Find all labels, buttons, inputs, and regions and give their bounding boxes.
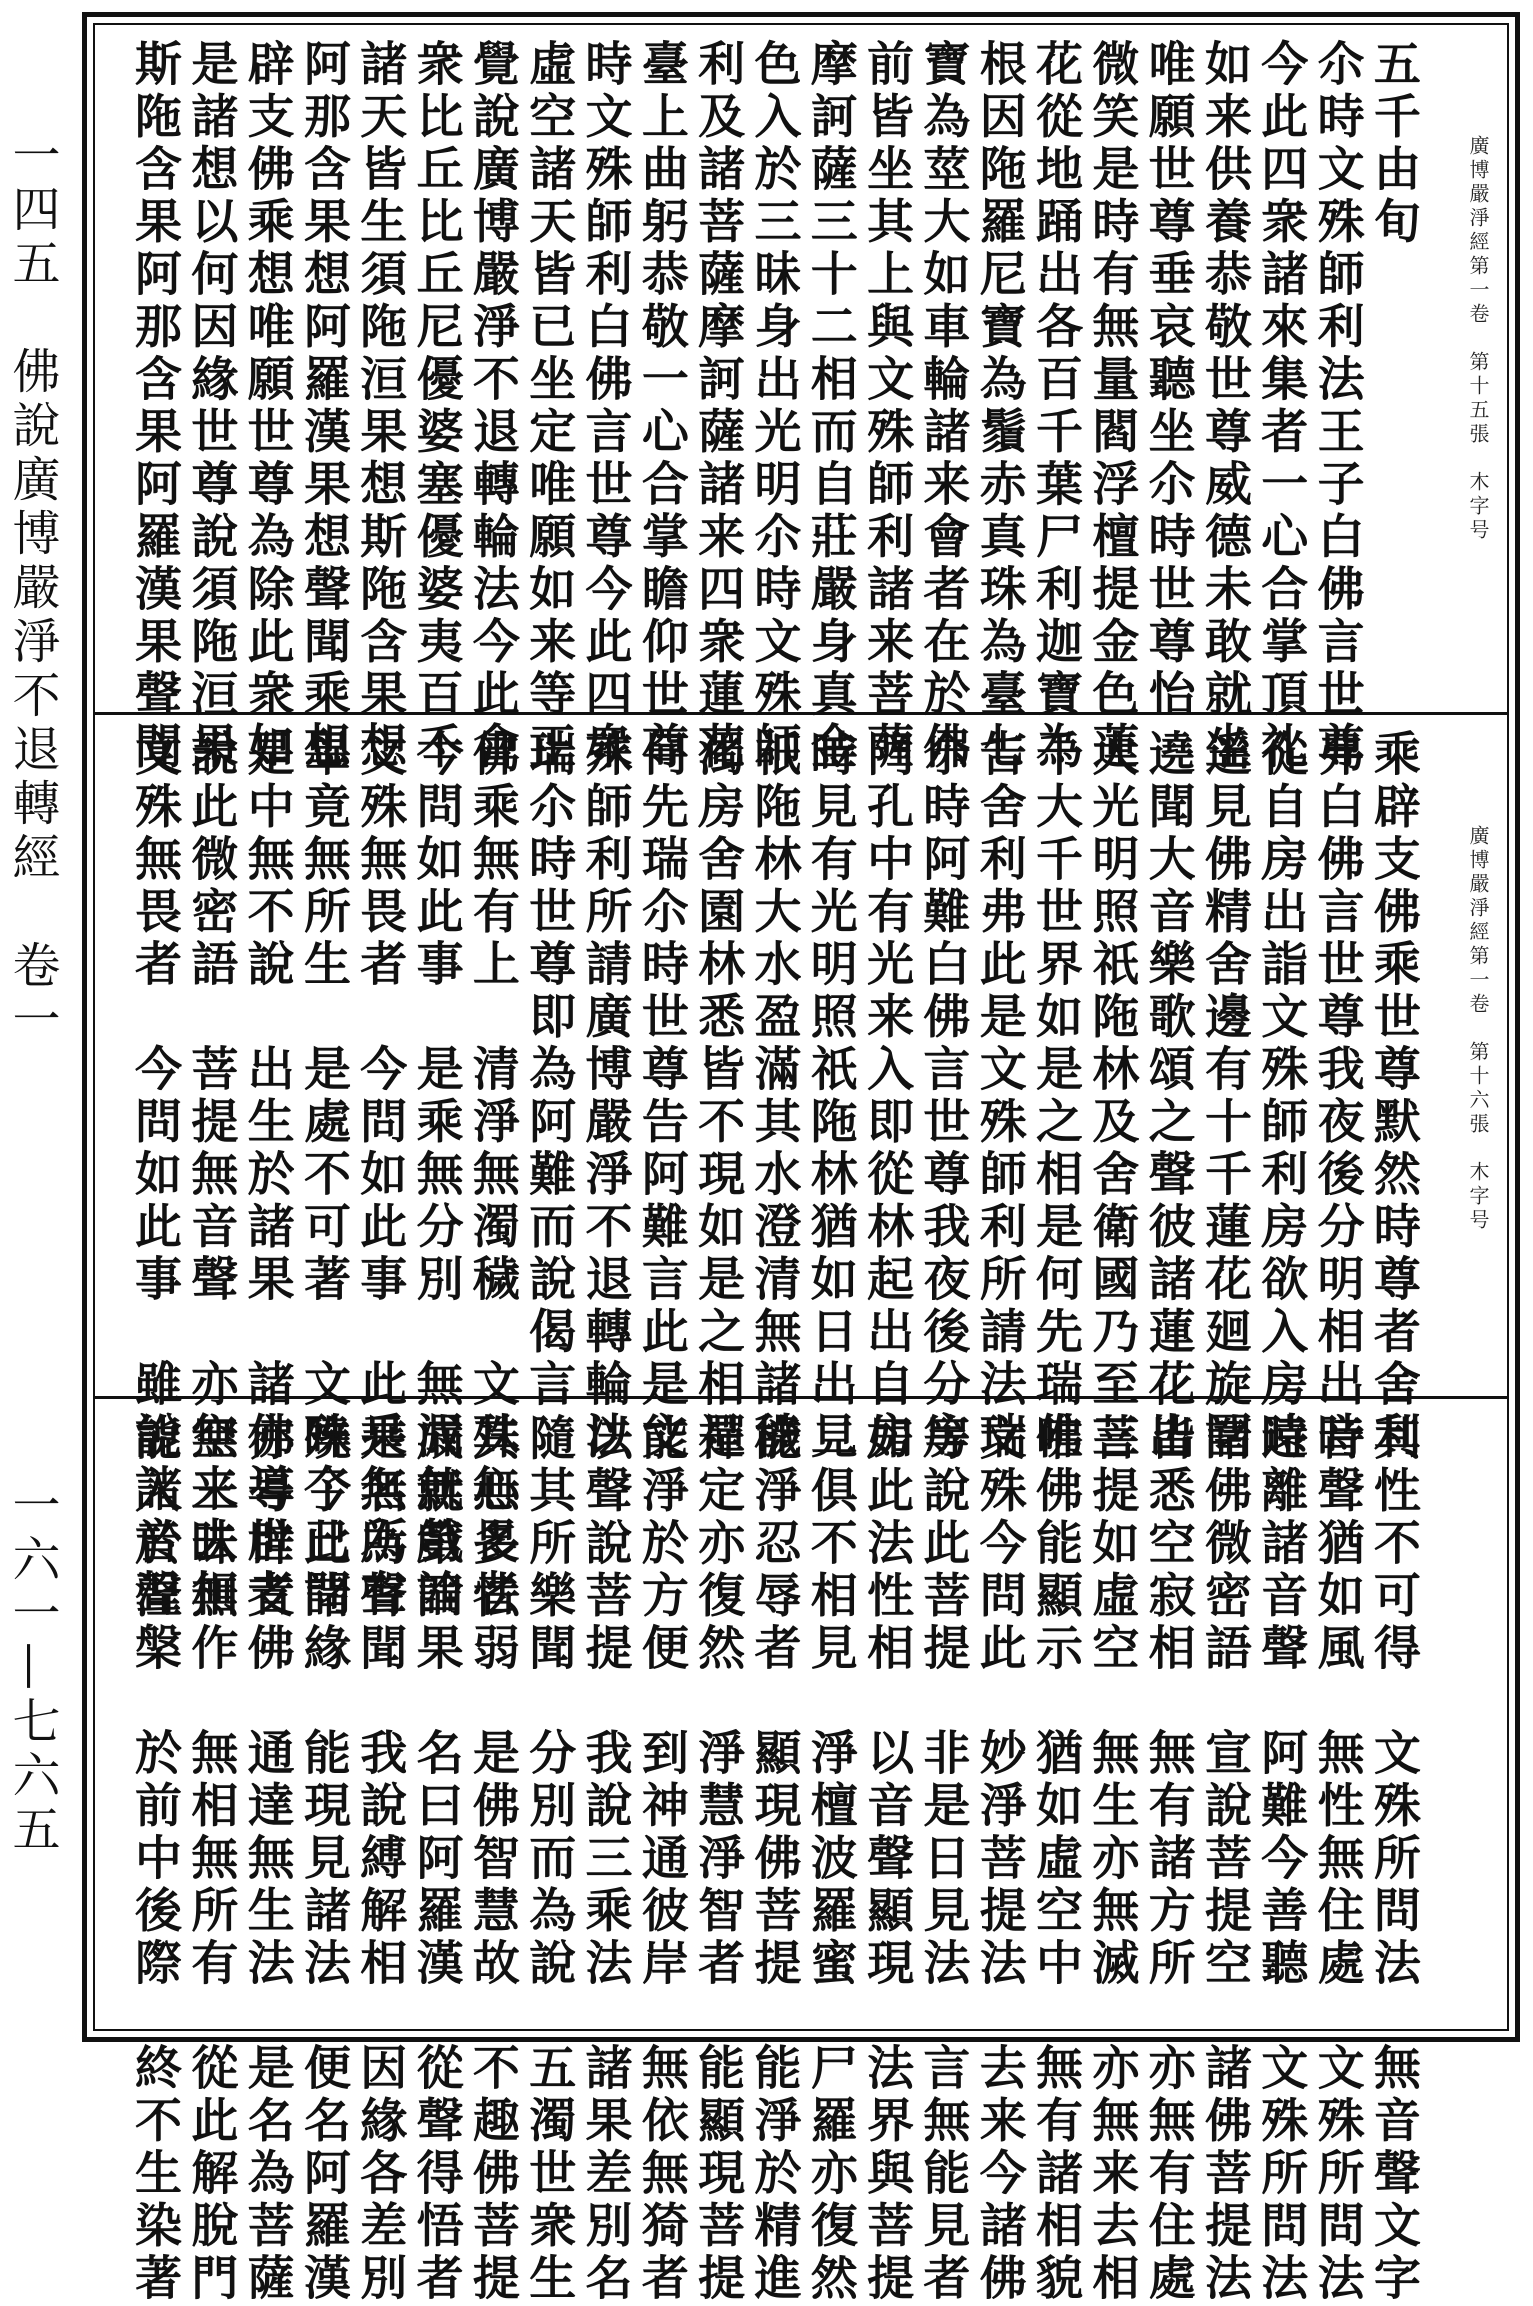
register-top — [95, 25, 1507, 774]
sutra-page — [82, 12, 1520, 2306]
text-column: 畢竟無所生 是處不可著 文殊今已問 — [295, 729, 351, 1622]
text-column: 諸佛微密語 宣說菩提空 諸佛菩提法 — [1196, 1413, 1252, 2306]
text-column: 文殊無畏者 今問如此事 雖說諸音聲 — [127, 729, 182, 1622]
text-column: 以聲說菩提 我說三乘法 諸果差別名 — [577, 1413, 633, 2306]
text-columns — [127, 1413, 1421, 2306]
text-column: 覺說廣博嚴淨不退轉輪法今此會 — [464, 39, 520, 774]
page-frame — [93, 23, 1509, 2306]
text-columns — [127, 729, 1421, 1622]
text-column: 說此微密語 菩提無音聲 亦無来去相 — [183, 729, 239, 1622]
text-column: 瑞尒時世尊即為阿難而說偈言 — [521, 729, 577, 1412]
edition-note: 廣博嚴淨經第一卷 第十五張 木字号 — [1466, 135, 1490, 543]
register-middle — [95, 715, 1507, 1622]
text-column: 今問如此事 是乘無分別 無漏無戲論 — [408, 729, 464, 1622]
text-column: 隨其所樂聞 分別而為說 五濁世衆生 — [521, 1413, 577, 2306]
text-column: 成就第四果 名曰阿羅漢 從聲得悟者 — [408, 1413, 464, 2306]
text-column: 祇陁林大水盈滿其水澄清無諸穢 — [746, 729, 802, 1464]
text-column: 亦号辟支佛 通達無生法 是名為菩薩 — [239, 1413, 295, 2306]
text-column: 斯陁含果阿那含果阿羅漢果聲聞 — [127, 39, 182, 774]
text-column: 禪定亦復然 淨慧淨智者 能顯現菩提 — [690, 1413, 746, 2306]
text-column: 遥見佛精舍邊有十千蓮花廻旋圍 — [1196, 729, 1252, 1464]
text-column: 根因陁羅尼寶為鬚赤真珠為臺七 — [971, 39, 1027, 774]
text-column: 阿那含果想阿羅漢果想聲聞乘想 — [295, 39, 351, 774]
text-column: 弗白佛言世尊我夜後分明相出時 — [1309, 729, 1365, 1464]
text-column: 虛空諸天皆已坐定唯願如来等正 — [521, 39, 577, 774]
text-columns — [127, 39, 1421, 774]
text-column: 時文殊師利白佛言世尊今此四衆 — [577, 39, 633, 774]
text-column: 衆比丘比丘尼優婆塞優婆夷百千 — [408, 39, 464, 774]
text-column: 五千由旬 — [1365, 39, 1421, 249]
text-column: 如此法性相 以音聲顯現 法界與菩提 — [859, 1413, 915, 2306]
text-column: 能入於涅槃 於前中後際 終不生染著 — [127, 1413, 182, 2306]
text-column: 遶聞大音樂歌頌之聲彼諸蓮花出 — [1140, 729, 1196, 1464]
text-column: 文殊無畏者 今問如此事 此乘無所有 — [352, 729, 408, 1622]
text-column: 色入於三昧身出光明尒時文殊師 — [746, 39, 802, 774]
text-column: 皆悉空寂相 無有諸方所 亦無有住處 — [1140, 1413, 1196, 2306]
text-column: 等說此菩提 非是日見法 言無能見者 — [915, 1413, 971, 2306]
text-column: 如来供養恭敬世尊威德未敢就坐 — [1196, 39, 1252, 774]
text-column: 辟支佛乘想唯願世尊為除此衆如 — [239, 39, 295, 774]
text-column: 前皆坐其上與文殊師利諸来菩薩 — [859, 39, 915, 774]
text-column: 何先瑞尒時世尊告阿難言此是文 — [633, 729, 689, 1464]
text-column: 時見有光明照祇陁林猶如日出見 — [802, 729, 858, 1464]
text-column: 能淨於方便 到神通彼岸 無依無猗者 — [633, 1413, 689, 2306]
page-number: 一六一—七六五 — [4, 1480, 60, 1858]
text-column: 遠離諸音聲 阿難今善聽 文殊所問法 — [1253, 1413, 1309, 2306]
text-column: 是諸想以何因緣世尊說須陁洹果 — [183, 39, 239, 774]
text-column: 寶為莖大如車輪諸来會者在於佛 — [915, 39, 971, 774]
text-column: 文殊今問此 妙淨菩提法 去来今諸佛 — [971, 1413, 1027, 2306]
text-column: 摩訶薩三十二相而自莊嚴身真金 — [802, 39, 858, 774]
text-column: 尒時阿難白佛言世尊我夜後分房 — [915, 729, 971, 1464]
text-column: 二俱不相見 淨檀波羅蜜 尸羅亦復然 — [802, 1413, 858, 2306]
text-column: 今此四衆諸來集者一心合掌頂礼 — [1253, 39, 1309, 774]
text-column: 是名為聲聞 我說縛解相 因緣各差別 — [352, 1413, 408, 2306]
text-column: 大光明照祇陁林及舍衛國乃至三 — [1084, 729, 1140, 1464]
left-margin — [0, 0, 72, 2053]
sutra-title: 一四五 佛說廣博嚴淨不退轉經 卷一 — [4, 130, 60, 1048]
text-column: 音聲猶如風 無性無住處 文殊所問法 — [1309, 1413, 1365, 2306]
text-column: 利及諸菩薩摩訶薩諸来四衆蓮花 — [690, 39, 746, 774]
text-column: 能淨忍辱者 顯現佛菩提 能淨於精進 — [746, 1413, 802, 2306]
register-bottom — [95, 1399, 1507, 2306]
text-column: 花從地踊出各百千葉尸利迦寶為 — [1028, 39, 1083, 774]
text-column: 其性不可得 文殊所問法 無音聲文字 — [1365, 1413, 1421, 2306]
text-column: 是中無不說 出生於諸果 諸佛導世者 — [239, 729, 295, 1622]
text-column: 尒時文殊師利法王子白佛言世尊 — [1309, 39, 1365, 774]
text-column: 空三昧無作 無相無所有 從此解脫門 — [183, 1413, 239, 2306]
text-column: 唯佛能顯示 猶如虛空中 無有諸相貌 — [1028, 1413, 1083, 2306]
text-column: 門孔中有光来入即從林起出自房 — [859, 729, 915, 1464]
text-column: 殊師利所請廣博嚴淨不退轉輪法 — [577, 729, 633, 1464]
text-column: 濁房舍園林悉皆不現如是之相是 — [690, 729, 746, 1464]
text-column: 微笑是時有無量閻浮檀提金色蓮 — [1084, 39, 1140, 774]
text-column: 告舍利弗此是文殊師利所請法瑞 — [971, 729, 1027, 1464]
text-column: 佛乘無有上 清淨無濁穢 文殊無畏者 — [464, 729, 520, 1622]
text-column: 曉了此諸緣 能現見諸法 便名阿羅漢 — [295, 1413, 351, 2306]
text-column: 千大千世界如是之相是何先瑞佛 — [1028, 729, 1083, 1464]
text-column: 其心多怯弱 是佛智慧故 不趣佛菩提 — [464, 1413, 520, 2306]
text-column: 乘辟支佛乘世尊默然時尊者舍利 — [1365, 729, 1421, 1464]
text-column: 諸天皆生須陁洹果想斯陁含果想 — [352, 39, 408, 774]
edition-note: 廣博嚴淨經第一卷 第十六張 木字号 — [1466, 825, 1490, 1233]
text-column: 從自房出詣文殊師利房欲入房時 — [1253, 729, 1309, 1464]
text-column: 菩提如虛空 無生亦無滅 亦無来去相 — [1084, 1413, 1140, 2306]
text-column: 臺上曲躬恭敬一心合掌瞻仰世尊 — [633, 39, 689, 774]
text-column: 唯願世尊垂哀聽坐尒時世尊怡 — [1140, 39, 1196, 722]
